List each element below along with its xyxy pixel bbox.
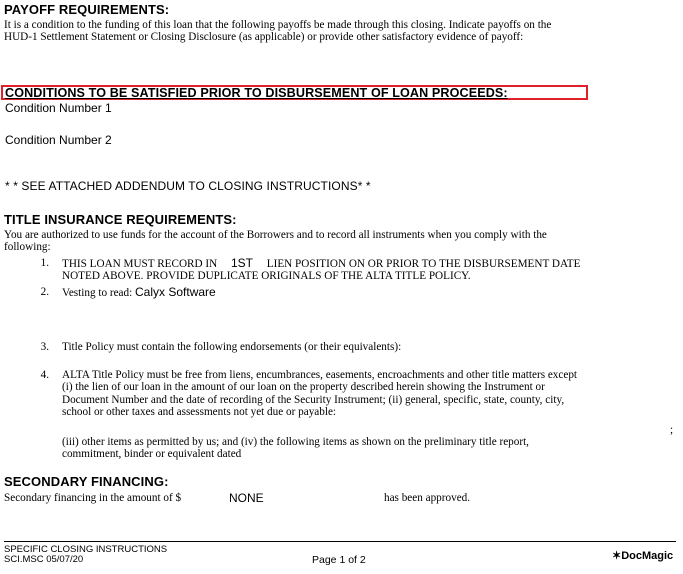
title-intro-line-1: You are authorized to use funds for the account of the Borrowers and to record all instruments when you comply with the (4, 229, 547, 241)
title-item-2-number: 2. (40, 286, 49, 298)
footer-form-title: SPECIFIC CLOSING INSTRUCTIONS (4, 544, 168, 555)
secondary-financing-label: Secondary financing in the amount of $ (4, 492, 182, 504)
payoff-heading: PAYOFF REQUIREMENTS: (4, 2, 170, 17)
payoff-text-line-2: HUD-1 Settlement Statement or Closing Disclosure (as applicable) or provide other satisfactory evidence of payoff: (4, 31, 524, 43)
condition-item-1: Condition Number 1 (5, 101, 112, 115)
secondary-financing-amount: NONE (229, 491, 264, 505)
title-item-2-line (62, 286, 216, 300)
title-item-1-text-a: THIS LOAN MUST RECORD IN (62, 258, 218, 270)
title-item-4-line-5: (iii) other items as permitted by us; and (iv) the following items as shown on the preliminary title report, (62, 436, 529, 448)
footer-divider (4, 541, 676, 542)
docmagic-logo (612, 549, 673, 562)
payoff-text-line-1: It is a condition to the funding of this loan that the following payoffs be made through this closing. Indicate payoffs on the (4, 19, 552, 31)
secondary-financing-suffix: has been approved. (384, 492, 471, 504)
footer-form-code: SCI.MSC 05/07/20 (4, 554, 84, 565)
title-intro-line-2: following: (4, 241, 51, 253)
title-item-1-line-1 (62, 257, 580, 271)
lien-position-value: 1ST (230, 256, 253, 270)
title-item-3-number: 3. (40, 341, 49, 353)
condition-item-2: Condition Number 2 (5, 133, 112, 147)
title-item-4-line-6: commitment, binder or equivalent dated (62, 448, 242, 460)
vesting-label: Vesting to read: (62, 287, 133, 299)
vesting-value: Calyx Software (135, 285, 216, 299)
star-icon: ✶ (612, 550, 622, 562)
title-item-4-line-3: Document Number and the date of recording of the Security Instrument; (ii) general, specific, state, county, city, (62, 394, 565, 406)
docmagic-logo-text: DocMagic (621, 550, 674, 562)
title-item-4-number: 4. (40, 369, 49, 381)
conditions-heading: CONDITIONS TO BE SATISFIED PRIOR TO DISBURSEMENT OF LOAN PROCEEDS: (5, 86, 508, 100)
footer-page-number: Page 1 of 2 (312, 554, 366, 566)
addendum-note: * * SEE ATTACHED ADDENDUM TO CLOSING INSTRUCTIONS* * (5, 179, 371, 193)
title-item-3-text: Title Policy must contain the following endorsements (or their equivalents): (62, 341, 402, 353)
title-insurance-heading: TITLE INSURANCE REQUIREMENTS: (4, 212, 237, 227)
title-item-4-line-2: (i) the lien of our loan in the amount of our loan on the property described herein showing the Instrument or (62, 381, 545, 393)
title-item-1-line-2: NOTED ABOVE. PROVIDE DUPLICATE ORIGINALS OF THE ALTA TITLE POLICY. (62, 270, 471, 282)
title-item-4-line-1: ALTA Title Policy must be free from liens, encumbrances, easements, encroachments and other title matters except (62, 369, 578, 381)
title-item-1-number: 1. (40, 257, 49, 269)
title-item-4-line-4: school or other taxes and assessments not yet due or payable: (62, 406, 337, 418)
title-item-4-semicolon: ; (670, 424, 674, 436)
title-item-1-text-b: LIEN POSITION ON OR PRIOR TO THE DISBURSEMENT DATE (266, 258, 581, 270)
secondary-financing-heading: SECONDARY FINANCING: (4, 474, 169, 489)
